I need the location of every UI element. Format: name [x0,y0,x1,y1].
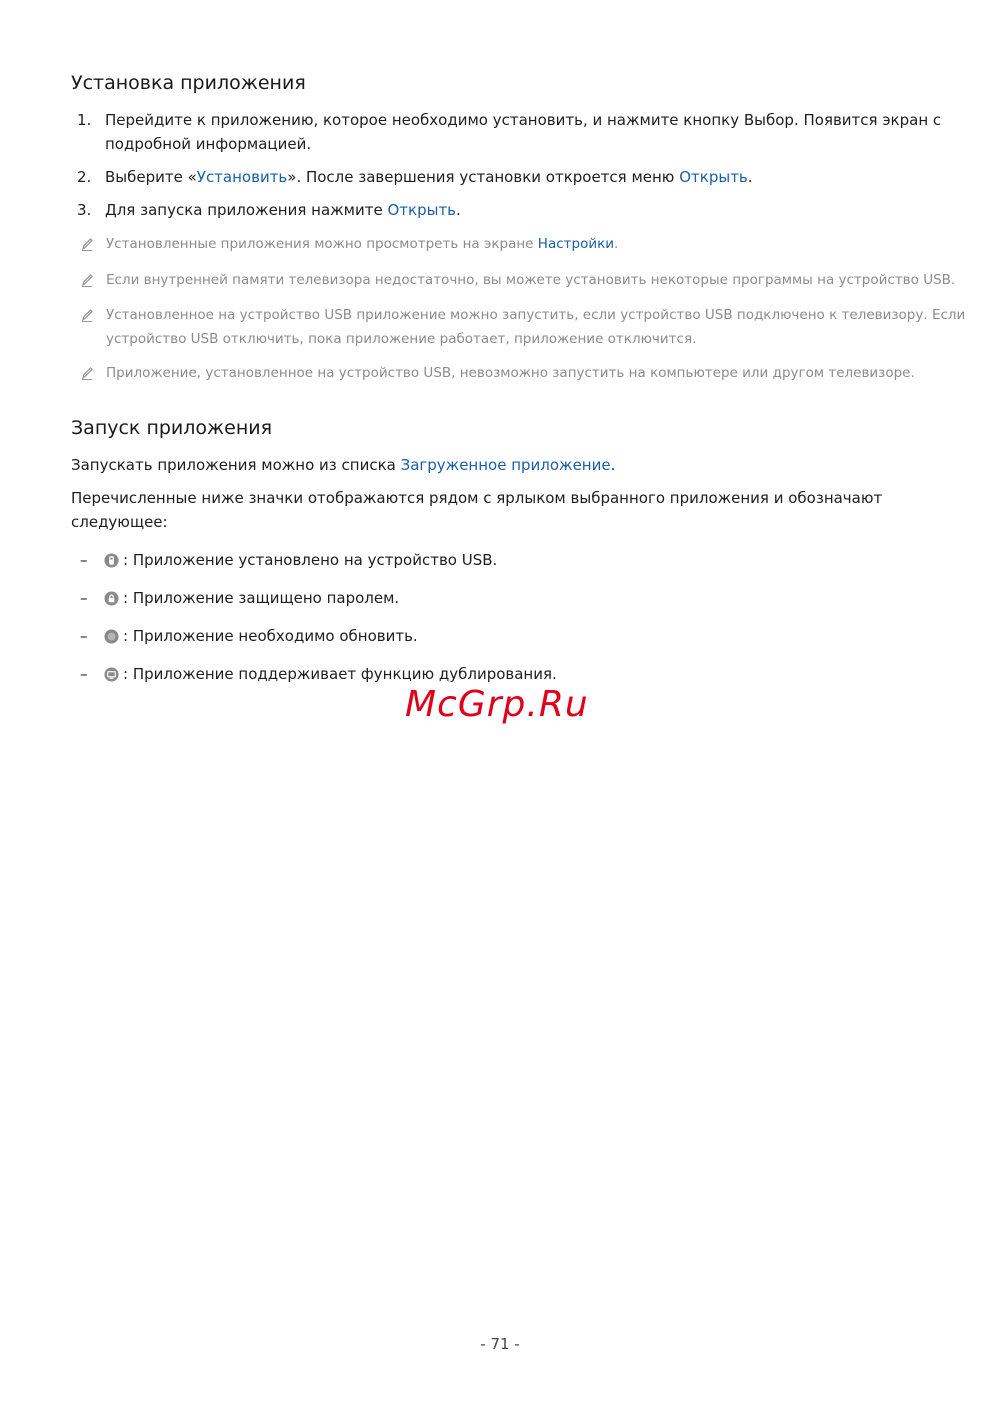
launch-paragraph-2-line1: Перечисленные ниже значки отображаются рядом с ярлыком выбранного приложения и обозначают [71,489,883,507]
step-text-line2: подробной информацией. [105,135,312,153]
paragraph-text-part: . [610,456,616,474]
settings-link[interactable]: Настройки [537,236,615,252]
note-text-part: Установленные приложения можно просмотреть на экране [106,236,538,252]
open-link[interactable]: Открыть [387,201,457,219]
step-text-part: . [456,201,461,219]
pencil-note-icon [79,365,95,381]
legend-text: : Приложение установлено на устройство USB. [123,551,498,569]
open-link[interactable]: Открыть [679,168,748,186]
legend-text: : Приложение защищено паролем. [123,589,400,607]
step-number: 1. [77,111,92,129]
note-text: Приложение, установленное на устройство USB, невозможно запустить на компьютере или другом телевизоре. [106,365,915,381]
step-text-part: . [747,168,753,186]
step-text-line1: Перейдите к приложению, которое необходимо установить, и нажмите кнопку Выбор. Появится экран с [105,111,942,129]
pencil-note-icon [79,272,95,288]
update-icon [104,629,119,644]
install-link[interactable]: Установить [196,168,288,186]
pencil-note-icon [79,236,95,252]
step-number: 2. [77,168,92,186]
step-text [105,165,753,189]
dash-marker: – [80,589,88,607]
note-text-line1: Установленное на устройство USB приложение можно запустить, если устройство USB подключено к телевизору. Если [106,307,966,323]
note-text [106,232,618,256]
step-text-part: Для запуска приложения нажмите [105,201,388,219]
watermark: McGrp.Ru [405,684,589,725]
dash-marker: – [80,627,88,645]
section-heading-install: Установка приложения [71,72,306,94]
page-number: - 71 - [480,1335,520,1353]
legend-text: : Приложение поддерживает функцию дублирования. [123,665,557,683]
section-heading-launch: Запуск приложения [71,417,273,439]
step-number: 3. [77,201,92,219]
legend-text: : Приложение необходимо обновить. [123,627,418,645]
note-text-line2: устройство USB отключить, пока приложение работает, приложение отключится. [106,331,697,347]
step-text [105,198,461,222]
downloaded-app-link[interactable]: Загруженное приложение [400,456,611,474]
launch-paragraph-2-line2: следующее: [71,513,168,531]
dash-marker: – [80,665,88,683]
note-text-part: . [614,236,619,252]
step-text-part: ». После завершения установки откроется меню [287,168,680,186]
step-text-part: Выберите « [105,168,197,186]
dash-marker: – [80,551,88,569]
launch-paragraph-1 [71,453,615,477]
note-text: Если внутренней памяти телевизора недостаточно, вы можете установить некоторые программы на устройство USB. [106,272,956,288]
pencil-note-icon [79,307,95,323]
mirroring-icon [104,667,119,682]
lock-icon [104,591,119,606]
paragraph-text-part: Запускать приложения можно из списка [71,456,401,474]
usb-icon [104,553,119,568]
